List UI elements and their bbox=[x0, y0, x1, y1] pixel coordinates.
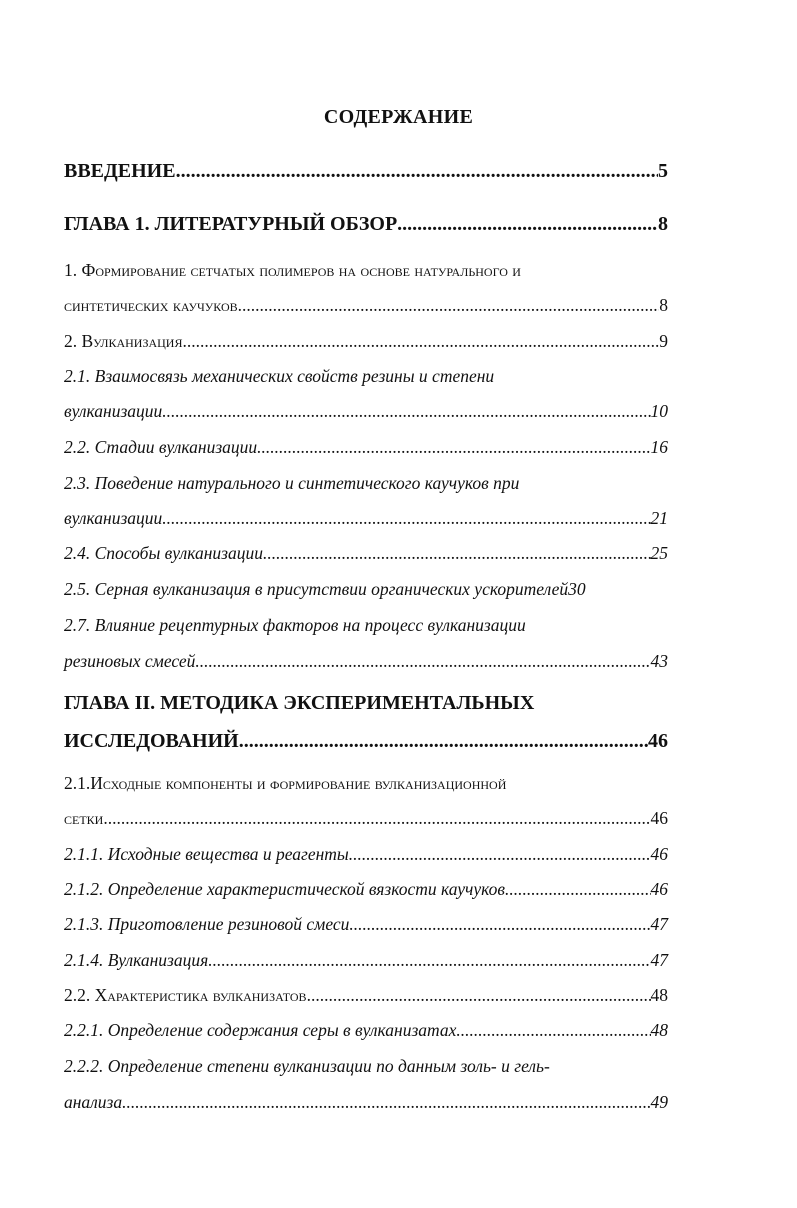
toc-entry-text: 2.4. Способы вулканизации bbox=[64, 543, 263, 563]
toc-leader bbox=[195, 651, 650, 672]
toc-entry-2-7-line1[interactable]: 2.7. Влияние рецептурных факторов на процесс вулканизации bbox=[64, 615, 526, 635]
toc-entry-text: 2.5. Серная вулканизация в присутствии органических ускорителей bbox=[64, 579, 569, 599]
toc-page-number: 46 bbox=[650, 879, 668, 899]
toc-entry-text: 2.2. Стадии вулканизации bbox=[64, 437, 258, 457]
toc-page-number: 48 bbox=[650, 1020, 668, 1040]
toc-entry-2-1[interactable] bbox=[64, 401, 668, 422]
toc-leader bbox=[239, 730, 648, 753]
toc-leader bbox=[122, 1092, 650, 1113]
toc-entry-ii-2-1-1[interactable] bbox=[64, 844, 668, 865]
toc-entry-text: 2.1.1. Исходные вещества и реагенты bbox=[64, 844, 349, 864]
toc-page-number: 25 bbox=[650, 543, 668, 563]
toc-page-number: 48 bbox=[650, 985, 668, 1005]
toc-entry-text: сетки bbox=[64, 808, 104, 828]
toc-entry-2-3-line1[interactable]: 2.3. Поведение натурального и синтетического каучуков при bbox=[64, 473, 520, 493]
toc-leader bbox=[162, 508, 650, 529]
toc-entry-ii-2-1-4[interactable] bbox=[64, 950, 668, 971]
toc-leader bbox=[103, 808, 650, 829]
toc-entry-text: 2. Вулканизация bbox=[64, 331, 183, 351]
toc-leader bbox=[182, 331, 659, 352]
toc-leader bbox=[162, 401, 650, 422]
toc-entry-text: ВВЕДЕНИЕ bbox=[64, 160, 176, 182]
toc-page-number: 49 bbox=[650, 1092, 668, 1112]
toc-page-number: 5 bbox=[658, 160, 668, 182]
toc-page-number: 8 bbox=[659, 295, 668, 315]
toc-entry-text: 2.1.3. Приготовление резиновой смеси bbox=[64, 914, 350, 934]
toc-page-number: 21 bbox=[650, 508, 668, 528]
toc-page-number: 46 bbox=[648, 730, 668, 752]
toc-leader bbox=[505, 879, 650, 900]
toc-page-number: 43 bbox=[650, 651, 668, 671]
toc-leader bbox=[397, 213, 658, 236]
toc-page-number: 16 bbox=[650, 437, 668, 457]
toc-leader bbox=[349, 844, 651, 865]
toc-leader bbox=[349, 914, 650, 935]
toc-page-number: 46 bbox=[650, 808, 668, 828]
toc-entry-ii-2-1-3[interactable] bbox=[64, 914, 668, 935]
toc-entry-text: 2.2. Характеристика вулканизатов bbox=[64, 985, 307, 1005]
toc-entry-2-5[interactable] bbox=[64, 579, 674, 600]
toc-entry-2-2[interactable] bbox=[64, 437, 668, 458]
toc-entry-text: ИССЛЕДОВАНИЙ bbox=[64, 730, 239, 752]
toc-entry-text: вулканизации bbox=[64, 401, 163, 421]
toc-entry-chapter-1[interactable] bbox=[64, 213, 668, 236]
toc-page-number: 9 bbox=[659, 331, 668, 351]
toc-entry-ii-2-2-1[interactable] bbox=[64, 1020, 668, 1041]
toc-leader bbox=[263, 543, 651, 564]
toc-entry-introduction[interactable] bbox=[64, 160, 668, 183]
toc-entry-chapter-2-line1[interactable]: ГЛАВА II. МЕТОДИКА ЭКСПЕРИМЕНТАЛЬНЫХ bbox=[64, 692, 535, 714]
toc-entry-ii-2-1-2[interactable] bbox=[64, 879, 668, 900]
toc-leader bbox=[257, 437, 650, 458]
toc-entry-ii-2-2[interactable] bbox=[64, 985, 668, 1006]
toc-page-number: 47 bbox=[650, 950, 668, 970]
toc-page-number: 8 bbox=[658, 213, 668, 235]
toc-entry-ii-2-1[interactable] bbox=[64, 808, 668, 829]
toc-leader bbox=[307, 985, 651, 1006]
toc-entry-2-1-line1[interactable]: 2.1. Взаимосвязь механических свойств резины и степени bbox=[64, 366, 495, 386]
toc-entry-2-7[interactable] bbox=[64, 651, 668, 672]
toc-entry-1-line1[interactable]: 1. Формирование сетчатых полимеров на основе натурального и bbox=[64, 260, 521, 280]
toc-entry-2[interactable] bbox=[64, 331, 668, 352]
toc-entry-text: 2.2.1. Определение содержания серы в вулканизатах bbox=[64, 1020, 457, 1040]
toc-entry-chapter-2[interactable] bbox=[64, 730, 668, 753]
toc-entry-ii-2-2-2[interactable] bbox=[64, 1092, 668, 1113]
toc-entry-text: резиновых смесей bbox=[64, 651, 196, 671]
toc-entry-ii-2-2-2-line1[interactable]: 2.2.2. Определение степени вулканизации по данным золь- и гель- bbox=[64, 1056, 550, 1076]
toc-page-number: 30 bbox=[568, 579, 586, 599]
toc-leader bbox=[213, 950, 651, 971]
toc-entry-text: 2.1.4. Вулканизация. bbox=[64, 950, 213, 970]
toc-leader bbox=[176, 160, 658, 183]
toc-entry-text: вулканизации bbox=[64, 508, 163, 528]
toc-leader bbox=[238, 295, 660, 316]
toc-page-number: 10 bbox=[650, 401, 668, 421]
toc-entry-ii-2-1-line1[interactable]: 2.1.Исходные компоненты и формирование вулканизационной bbox=[64, 773, 507, 793]
toc-entry-2-4[interactable] bbox=[64, 543, 668, 564]
toc-entry-text: 2.1.2. Определение характеристической вязкости каучуков bbox=[64, 879, 506, 899]
page-title: СОДЕРЖАНИЕ bbox=[323, 106, 474, 128]
toc-page-number: 47 bbox=[650, 914, 668, 934]
toc-entry-2-3[interactable] bbox=[64, 508, 668, 529]
toc-page-number: 46 bbox=[650, 844, 668, 864]
toc-entry-text: ГЛАВА 1. ЛИТЕРАТУРНЫЙ ОБЗОР bbox=[64, 213, 398, 235]
toc-entry-1[interactable] bbox=[64, 295, 668, 316]
toc-entry-text: анализа bbox=[64, 1092, 123, 1112]
toc-leader bbox=[456, 1020, 650, 1041]
toc-entry-text: синтетических каучуков bbox=[64, 295, 238, 315]
